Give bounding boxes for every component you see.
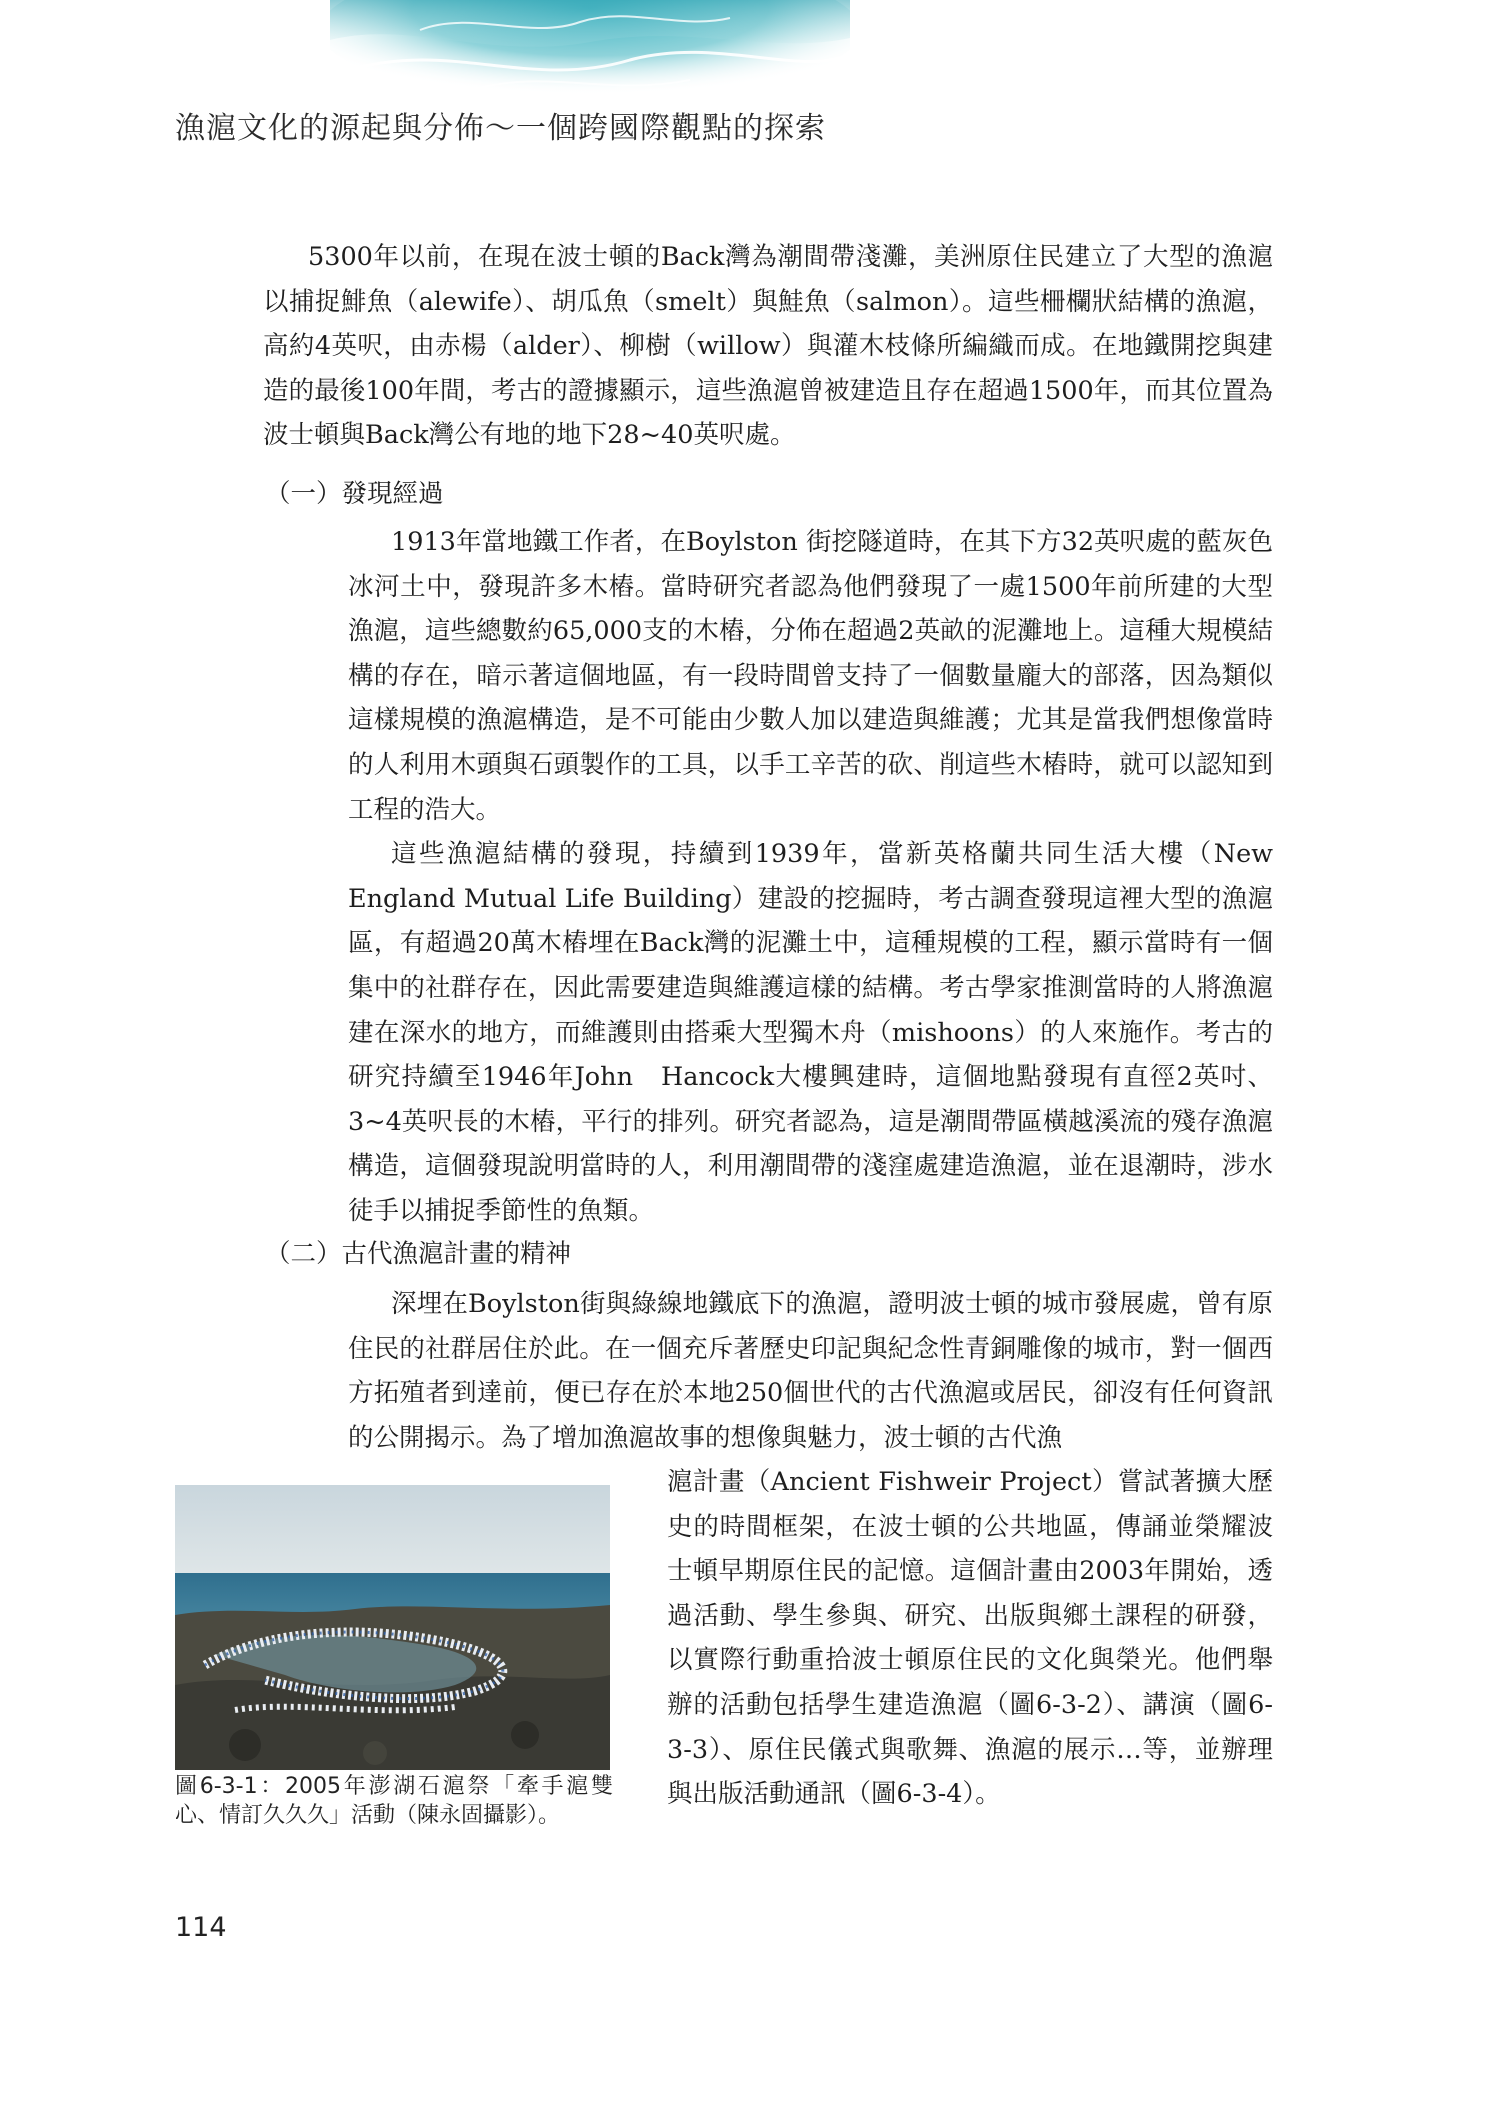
intro-block [263, 235, 1273, 458]
section-heading-project-spirit: （二）古代漁滬計畫的精神 [265, 1239, 572, 1269]
running-title: 漁滬文化的源起與分佈～一個跨國際觀點的探索 [175, 111, 826, 146]
intro-paragraph: 5300年以前，在現在波士頓的Back灣為潮間帶淺灘，美洲原住民建立了大型的漁滬以捕捉鯡魚（alewife）、胡瓜魚（smelt）與鮭魚（salmon）。這些柵欄狀結構的漁滬，高約4英呎，由赤楊（alder）、柳樹（willow）與灌木枝條所編織而成。在地鐵開挖與建造的最後100年間，考古的證據顯示，這些漁滬曾被建造且存在超過1500年，而其位置為波士頓與Back灣公有地的地下28~40英呎處。 [263, 242, 1273, 451]
section-discovery-body [348, 520, 1273, 1234]
body-paragraph: 這些漁滬結構的發現，持續到1939年，當新英格蘭共同生活大樓（New England Mutual Life Building）建設的挖掘時，考古調查發現這裡大型的漁滬區，有超過20萬木樁埋在Back灣的泥灘土中，這種規模的工程，顯示當時有一個集中的社群存在，因此需要建造與維護這樣的結構。考古學家推測當時的人將漁滬建在深水的地方，而維護則由搭乘大型獨木舟（mishoons）的人來施作。考古的研究持續至1946年John Hancock大樓興建時，這個地點發現有直徑2英吋、3~4英呎長的木樁，平行的排列。研究者認為，這是潮間帶區橫越溪流的殘存漁滬構造，這個發現說明當時的人，利用潮間帶的淺窪處建造漁滬，並在退潮時，涉水徒手以捕捉季節性的魚類。 [348, 839, 1273, 1226]
body-paragraph: 深埋在Boylston街與綠線地鐵底下的漁滬，證明波士頓的城市發展處，曾有原住民的社群居住於此。在一個充斥著歷史印記與紀念性青銅雕像的城市，對一個西方拓殖者到達前，便已存在於本地250個世代的古代漁滬或居民，卻沒有任何資訊的公開揭示。為了增加漁滬故事的想像與魅力，波士頓的古代漁 [348, 1289, 1273, 1453]
body-paragraph: 滬計畫（Ancient Fishweir Project）嘗試著擴大歷史的時間框架，在波士頓的公共地區，傳誦並榮耀波士頓早期原住民的記憶。這個計畫由2003年開始，透過活動、學生參與、研究、出版與鄉土課程的研發，以實際行動重拾波士頓原住民的文化與榮光。他們舉辦的活動包括學生建造漁滬（圖6-3-2）、講演（圖6-3-3）、原住民儀式與歌舞、漁滬的展示…等，並辦理與出版活動通訊（圖6-3-4）。 [667, 1467, 1273, 1810]
figure-caption: 圖6-3-1：2005年澎湖石滬祭「牽手滬雙心、情訂久久久」活動（陳永固攝影）。 [175, 1774, 613, 1828]
figure-photo [175, 1485, 610, 1770]
stone-weir-photo [175, 1485, 610, 1770]
section-project-body-top [348, 1282, 1273, 1460]
section-heading-discovery: （一）發現經過 [265, 479, 444, 509]
wave-illustration [330, 0, 850, 108]
page-number: 114 [175, 1912, 227, 1943]
header-decoration-image [330, 0, 850, 108]
body-paragraph: 1913年當地鐵工作者，在Boylston 街挖隧道時，在其下方32英呎處的藍灰色冰河土中，發現許多木樁。當時研究者認為他們發現了一處1500年前所建的大型漁滬，這些總數約65,000支的木樁，分佈在超過2英畝的泥灘地上。這種大規模結構的存在，暗示著這個地區，有一段時間曾支持了一個數量龐大的部落，因為類似這樣規模的漁滬構造，是不可能由少數人加以建造與維護；尤其是當我們想像當時的人利用木頭與石頭製作的工具，以手工辛苦的砍、削這些木樁時，就可以認知到工程的浩大。 [348, 527, 1273, 825]
section-project-body-bottom [667, 1460, 1273, 1817]
